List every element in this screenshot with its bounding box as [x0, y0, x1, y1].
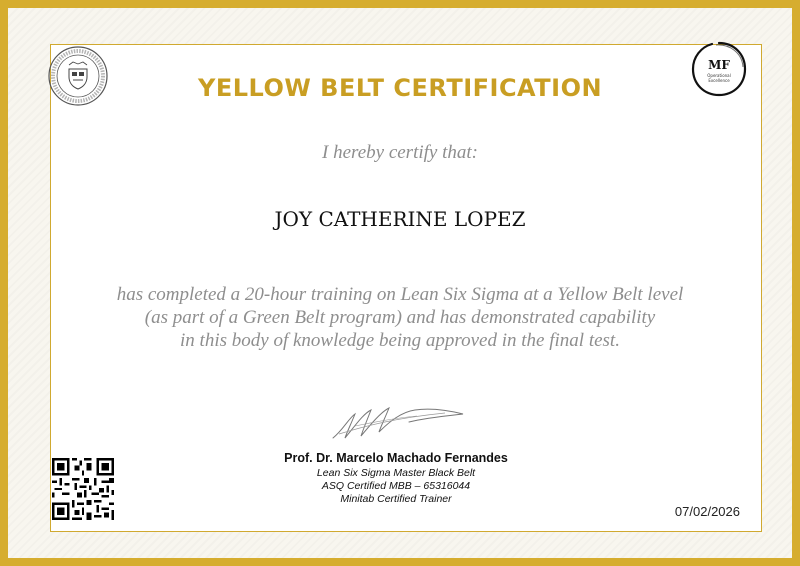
recipient-name: JOY CATHERINE LOPEZ: [274, 207, 526, 231]
issue-date: 07/02/2026: [674, 504, 740, 519]
signer-role: ASQ Certified MBB – 65316044: [321, 480, 471, 492]
mf-tagline-2: Excellence: [708, 78, 730, 83]
certificate-title: YELLOW BELT CERTIFICATION: [197, 74, 603, 102]
mf-tagline-1: Operational: [707, 73, 731, 78]
signer-role: Minitab Certified Trainer: [340, 493, 452, 505]
description-line: has completed a 20-hour training on Lean Six Sigma at a Yellow Belt level: [116, 284, 684, 305]
signature-image: [325, 400, 470, 445]
certify-text: I hereby certify that:: [322, 142, 478, 163]
description-line: in this body of knowledge being approved in the final test.: [180, 330, 620, 351]
qr-code-icon[interactable]: [52, 458, 114, 520]
signer-role: Lean Six Sigma Master Black Belt: [316, 467, 476, 479]
certificate-description: [0, 283, 800, 352]
signer-name: Prof. Dr. Marcelo Machado Fernandes: [284, 451, 508, 465]
mf-initials: MF: [708, 58, 730, 72]
description-line: (as part of a Green Belt program) and has demonstrated capability: [144, 307, 656, 328]
